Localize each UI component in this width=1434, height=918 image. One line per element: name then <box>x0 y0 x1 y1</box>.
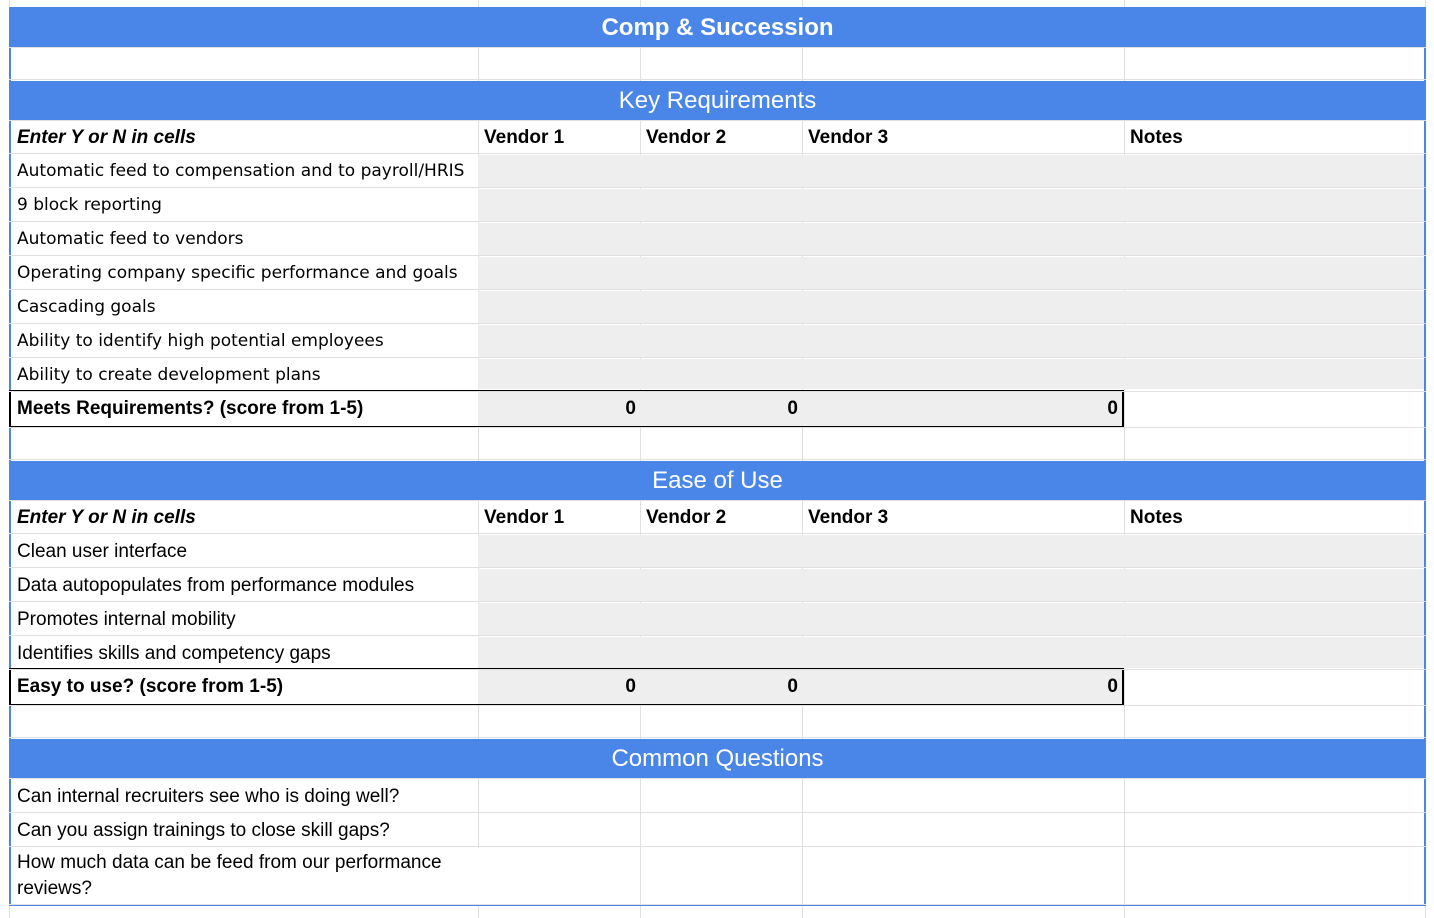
notes-cell[interactable] <box>1124 291 1424 323</box>
score-vendor-3[interactable]: 0 <box>1107 398 1118 419</box>
vendor-3-cell[interactable] <box>802 223 1124 255</box>
gridline-row <box>9 289 1426 290</box>
question-label[interactable]: How much data can be feed from our performance reviews? <box>17 852 442 899</box>
vendor-3-cell[interactable] <box>802 257 1124 289</box>
vendor-2-cell[interactable] <box>640 603 802 635</box>
sheet-title[interactable]: Comp & Succession <box>9 7 1426 47</box>
notes-cell[interactable] <box>1124 359 1424 389</box>
gridline-row <box>9 120 1426 121</box>
gridline-row <box>9 567 1426 568</box>
vendor-3-cell[interactable] <box>802 325 1124 357</box>
gridline-row <box>9 846 1426 847</box>
column-header-vendor-2[interactable]: Vendor 2 <box>646 507 727 528</box>
requirement-row <box>11 603 1424 635</box>
requirement-row <box>11 223 1424 255</box>
vendor-1-cell[interactable] <box>478 223 640 255</box>
vendor-2-cell[interactable] <box>640 291 802 323</box>
requirement-label[interactable]: Clean user interface <box>17 541 188 562</box>
section-header-key-requirements[interactable]: Key Requirements <box>9 81 1426 121</box>
gridline-row <box>9 357 1426 358</box>
question-row[interactable] <box>11 848 1424 904</box>
score-label[interactable]: Meets Requirements? (score from 1-5) <box>17 398 364 419</box>
gridline-row <box>9 79 1426 80</box>
vendor-2-cell[interactable] <box>640 637 802 668</box>
vendor-2-cell[interactable] <box>640 569 802 601</box>
vendor-1-cell[interactable] <box>478 155 640 187</box>
vendor-1-cell[interactable] <box>478 257 640 289</box>
gridline-segment <box>1124 848 1125 904</box>
header-row-ease-of-use <box>11 501 1424 533</box>
requirement-row <box>11 189 1424 221</box>
gridline-row <box>9 255 1426 256</box>
instruction-label[interactable]: Enter Y or N in cells <box>17 507 196 528</box>
score-vendor-2[interactable]: 0 <box>787 676 798 697</box>
gridline-row <box>9 47 1426 48</box>
vendor-3-cell[interactable] <box>802 637 1124 668</box>
score-vendor-1[interactable]: 0 <box>625 676 636 697</box>
vendor-1-cell[interactable] <box>478 291 640 323</box>
question-label[interactable]: Can internal recruiters see who is doing well? <box>17 786 400 807</box>
gridline-row <box>9 391 1426 392</box>
vendor-1-cell[interactable] <box>478 359 640 389</box>
gridline-row <box>9 669 1426 670</box>
gridline-row <box>9 601 1426 602</box>
gridline-segment <box>640 848 641 904</box>
notes-cell[interactable] <box>1124 155 1424 187</box>
vendor-3-cell[interactable] <box>802 535 1124 567</box>
score-border-key-requirements <box>9 390 1124 428</box>
gridline-row <box>9 427 1426 428</box>
notes-cell[interactable] <box>1124 535 1424 567</box>
vendor-3-cell[interactable] <box>802 291 1124 323</box>
vendor-1-cell[interactable] <box>478 637 640 668</box>
requirement-row <box>11 359 1424 389</box>
vendor-1-cell[interactable] <box>478 189 640 221</box>
vendor-2-cell[interactable] <box>640 189 802 221</box>
score-border-ease-of-use <box>9 668 1124 706</box>
requirement-row <box>11 637 1424 668</box>
gridline-row <box>9 153 1426 154</box>
gridline-row <box>9 737 1426 738</box>
vendor-1-cell[interactable] <box>478 535 640 567</box>
vendor-3-cell[interactable] <box>802 569 1124 601</box>
gridline-row <box>9 459 1426 460</box>
requirement-label[interactable]: Promotes internal mobility <box>17 609 236 630</box>
vendor-3-cell[interactable] <box>802 359 1124 389</box>
gridline-row <box>9 812 1426 813</box>
question-row[interactable] <box>11 780 1424 812</box>
column-header-notes[interactable]: Notes <box>1130 507 1183 528</box>
requirement-label[interactable]: Automatic feed to compensation and to payroll/HRIS <box>17 161 465 181</box>
column-header-vendor-1[interactable]: Vendor 1 <box>484 127 565 148</box>
column-header-vendor-3[interactable]: Vendor 3 <box>808 127 889 148</box>
score-vendor-1[interactable]: 0 <box>625 398 636 419</box>
gridline-row <box>9 705 1426 706</box>
gridline-row <box>9 533 1426 534</box>
vendor-2-cell[interactable] <box>640 359 802 389</box>
requirement-row <box>11 155 1424 187</box>
vendor-2-cell[interactable] <box>640 257 802 289</box>
gridline-row <box>9 904 1426 905</box>
column-header-vendor-1[interactable]: Vendor 1 <box>484 507 565 528</box>
requirement-label[interactable]: Identifies skills and competency gaps <box>17 643 331 664</box>
notes-cell[interactable] <box>1124 603 1424 635</box>
question-label[interactable]: Can you assign trainings to close skill gaps? <box>17 820 390 841</box>
score-vendor-2[interactable]: 0 <box>787 398 798 419</box>
requirement-label[interactable]: Automatic feed to vendors <box>17 229 244 249</box>
section-header-common-questions[interactable]: Common Questions <box>9 739 1426 779</box>
gridline-row <box>9 635 1426 636</box>
requirement-label[interactable]: Ability to create development plans <box>17 365 321 385</box>
requirement-row <box>11 535 1424 567</box>
requirement-label[interactable]: Data autopopulates from performance modules <box>17 575 415 596</box>
requirement-row <box>11 257 1424 289</box>
notes-cell[interactable] <box>1124 257 1424 289</box>
notes-cell[interactable] <box>1124 223 1424 255</box>
requirement-row <box>11 569 1424 601</box>
vendor-3-cell[interactable] <box>802 189 1124 221</box>
gridline-row <box>9 778 1426 779</box>
column-header-notes[interactable]: Notes <box>1130 127 1183 148</box>
score-label[interactable]: Easy to use? (score from 1-5) <box>17 676 284 697</box>
column-header-vendor-3[interactable]: Vendor 3 <box>808 507 889 528</box>
gridline-row <box>9 187 1426 188</box>
vendor-1-cell[interactable] <box>478 569 640 601</box>
score-vendor-3[interactable]: 0 <box>1107 676 1118 697</box>
vendor-2-cell[interactable] <box>640 223 802 255</box>
notes-cell[interactable] <box>1124 189 1424 221</box>
requirement-row <box>11 325 1424 357</box>
requirement-label[interactable]: Ability to identify high potential employees <box>17 331 384 351</box>
header-row-key-requirements <box>11 121 1424 153</box>
section-header-ease-of-use[interactable]: Ease of Use <box>9 461 1426 501</box>
gridline-row <box>9 221 1426 222</box>
column-header-vendor-2[interactable]: Vendor 2 <box>646 127 727 148</box>
vendor-2-cell[interactable] <box>640 535 802 567</box>
gridline-segment <box>802 848 803 904</box>
vendor-1-cell[interactable] <box>478 603 640 635</box>
vendor-3-cell[interactable] <box>802 155 1124 187</box>
requirement-row <box>11 291 1424 323</box>
vendor-2-cell[interactable] <box>640 325 802 357</box>
question-row[interactable] <box>11 814 1424 846</box>
gridline-row <box>9 323 1426 324</box>
vendor-2-cell[interactable] <box>640 155 802 187</box>
notes-cell[interactable] <box>1124 569 1424 601</box>
instruction-label[interactable]: Enter Y or N in cells <box>17 127 196 148</box>
requirement-label[interactable]: 9 block reporting <box>17 195 162 215</box>
vendor-3-cell[interactable] <box>802 603 1124 635</box>
notes-cell[interactable] <box>1124 325 1424 357</box>
notes-cell[interactable] <box>1124 637 1424 668</box>
gridline-row <box>9 500 1426 501</box>
requirement-label[interactable]: Cascading goals <box>17 297 156 317</box>
vendor-1-cell[interactable] <box>478 325 640 357</box>
requirement-label[interactable]: Operating company specific performance and goals <box>17 263 458 283</box>
